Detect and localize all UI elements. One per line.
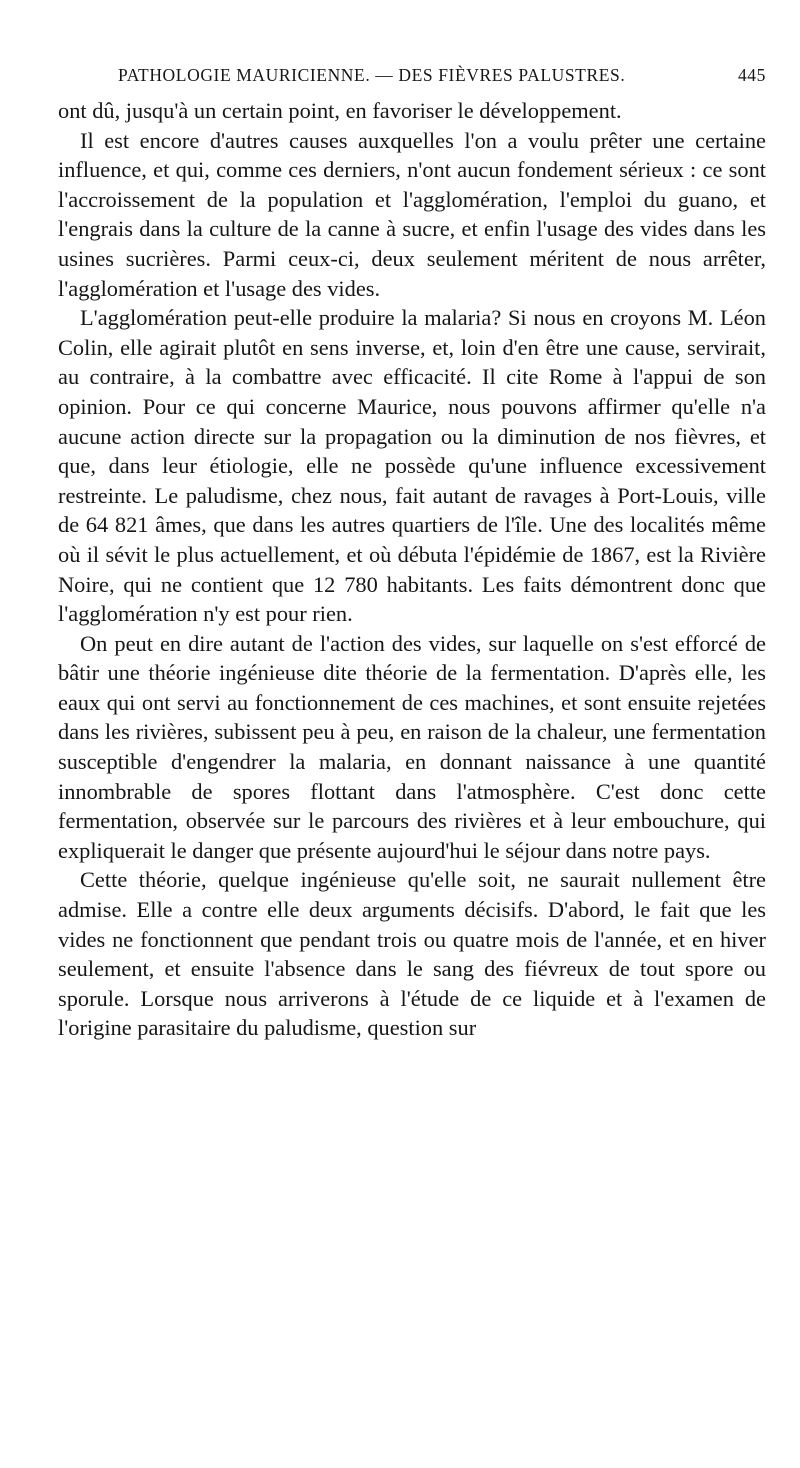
running-title: PATHOLOGIE MAURICIENNE. — DES FIÈVRES PALUSTRES. bbox=[118, 65, 626, 85]
book-page bbox=[58, 60, 766, 1043]
paragraph-vides: On peut en dire autant de l'action des vides, sur laquelle on s'est efforcé de bâtir une théorie ingénieuse dite théorie de la fermentation. D'après elle, les eaux qui ont servi au fonctionnement de ces machines, et sont ensuite rejetées dans les rivières, subissent peu à peu, en raison de la chaleur, une fermentation susceptible d'engendrer la malaria, en donnant naissance à une quantité innombrable de spores flottant dans l'atmosphère. C'est donc cette fermentation, observée sur le parcours des rivières et à leur embouchure, qui expliquerait le danger que présente aujourd'hui le séjour dans notre pays. bbox=[58, 630, 766, 863]
paragraph-other-causes: Il est encore d'autres causes auxquelles l'on a voulu prêter une certaine influence, et qui, comme ces derniers, n'ont aucun fondement sérieux : ce sont l'accroissement de la population et l'agglomération, l'emploi du guano, et l'engrais dans la culture de la canne à sucre, et enfin l'usage des vides dans les usines sucrières. Parmi ceux-ci, deux seulement méritent de nous arrêter, l'agglomération et l'usage des vides. bbox=[58, 127, 766, 301]
paragraph-continuation: ont dû, jusqu'à un certain point, en favoriser le développement. bbox=[58, 98, 622, 123]
page-number: 445 bbox=[737, 65, 766, 85]
body-text bbox=[58, 96, 766, 1043]
paragraph-agglomeration: L'agglomération peut-elle produire la malaria? Si nous en croyons M. Léon Colin, elle agirait plutôt en sens inverse, et, loin d'en être une cause, servirait, au contraire, à la combattre avec efficacité. Il cite Rome à l'appui de son opinion. Pour ce qui concerne Maurice, nous pouvons affirmer qu'elle n'a aucune action directe sur la propagation ou la diminution de nos fièvres, et que, dans leur étiologie, elle ne possède qu'une influence excessivement restreinte. Le paludisme, chez nous, fait autant de ravages à Port-Louis, ville de 64 821 âmes, que dans les autres quartiers de l'île. Une des localités même où il sévit le plus actuellement, et où débuta l'épidémie de 1867, est la Rivière Noire, qui ne contient que 12 780 habitants. Les faits démontrent donc que l'agglomération n'y est pour rien. bbox=[58, 305, 766, 627]
paragraph-theory-rejected: Cette théorie, quelque ingénieuse qu'elle soit, ne saurait nullement être admise. Elle a contre elle deux arguments décisifs. D'abord, le fait que les vides ne fonctionnent que pendant trois ou quatre mois de l'année, et en hiver seulement, et ensuite l'absence dans le sang des fiévreux de tout spore ou sporule. Lorsque nous arriverons à l'étude de ce liquide et à l'examen de l'origine parasitaire du paludisme, question sur bbox=[58, 867, 766, 1041]
running-head bbox=[58, 60, 766, 90]
